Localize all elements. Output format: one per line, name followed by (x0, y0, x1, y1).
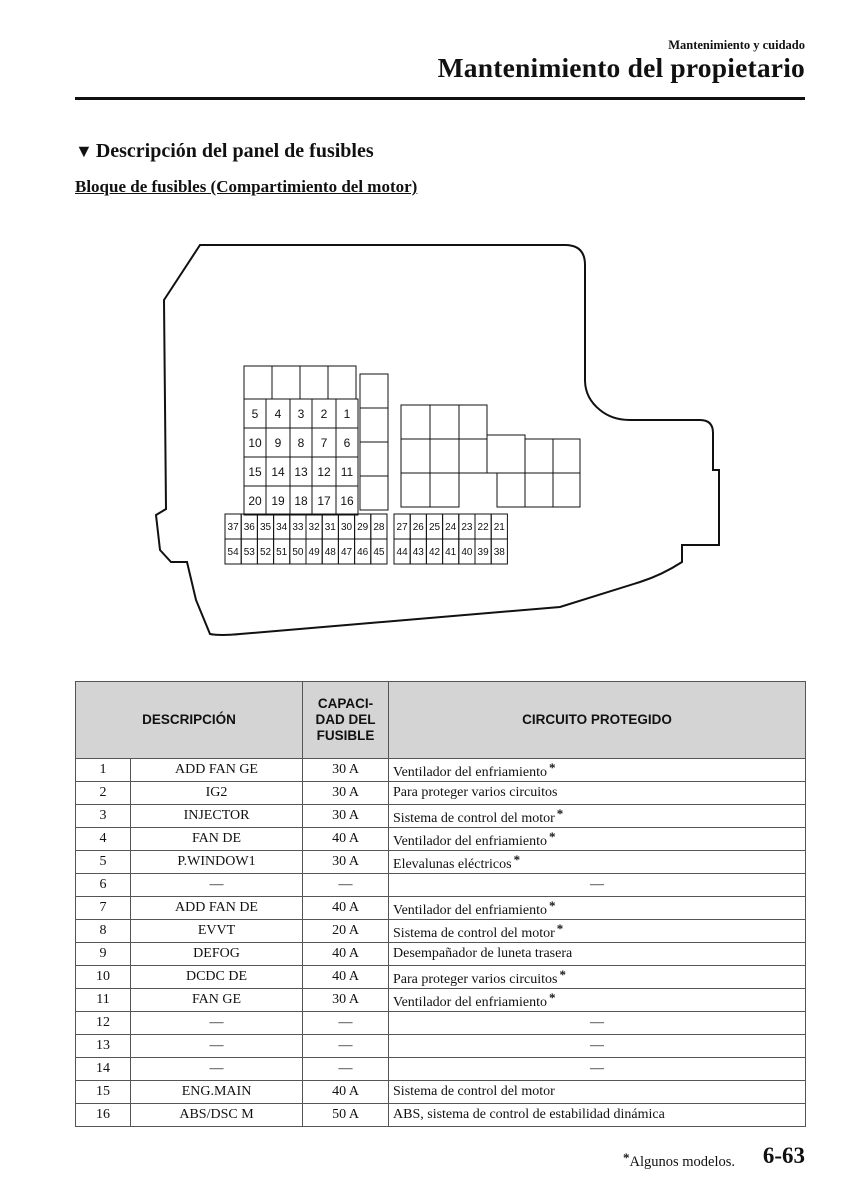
fuse-slot-number: 27 (396, 522, 408, 534)
section-title: Descripción del panel de fusibles (95, 140, 374, 162)
fuse-capacity: 50 A (303, 1104, 389, 1127)
footnote-star: * (513, 851, 521, 867)
fuse-slot-number: 41 (445, 547, 457, 559)
header-circuit: CIRCUITO PROTEGIDO (389, 682, 806, 759)
fuse-slot-number: 30 (340, 522, 353, 534)
circuit-text: Sistema de control del motor (393, 925, 555, 941)
fuse-slot-number: 16 (340, 493, 354, 508)
fuse-block-outline (156, 245, 719, 635)
fuse-slot-number: 15 (248, 464, 262, 479)
table-row (76, 1081, 806, 1104)
fuse-description: ABS/DSC M (131, 1104, 303, 1127)
fuse-slot-number: 9 (274, 435, 282, 450)
fuse-circuit (389, 759, 806, 782)
fuse-description: — (131, 874, 303, 897)
fuse-capacity: 30 A (303, 989, 389, 1012)
page-number: 6-63 (762, 1143, 805, 1168)
circuit-text: Ventilador del enfriamiento (393, 902, 547, 918)
fuse-number: 8 (76, 920, 131, 943)
fuse-description: DCDC DE (131, 966, 303, 989)
fuse-slot-number: 33 (292, 522, 304, 534)
fuse-number: 9 (76, 943, 131, 966)
fuse-number: 13 (76, 1035, 131, 1058)
fuse-circuit (389, 1081, 806, 1104)
table-row (76, 920, 806, 943)
table-row (76, 805, 806, 828)
fuse-circuit (389, 782, 806, 805)
table-row (76, 1104, 806, 1127)
fuse-description: — (131, 1058, 303, 1081)
triangle-marker-icon: ▼ (75, 141, 93, 161)
fuse-circuit (389, 874, 806, 897)
fuse-capacity: 30 A (303, 851, 389, 874)
footnote-text: Algunos modelos. (629, 1154, 735, 1170)
circuit-text: — (590, 1038, 605, 1053)
fuse-circuit (389, 805, 806, 828)
fuse-slot-number: 2 (320, 406, 328, 421)
fuse-slot-number: 21 (493, 522, 505, 534)
fuse-description: — (131, 1012, 303, 1035)
fuse-slot-number: 51 (276, 547, 288, 559)
footnote-star: * (556, 805, 564, 821)
fuse-capacity: 40 A (303, 1081, 389, 1104)
fuse-slot-number: 37 (227, 522, 239, 534)
fuse-description: INJECTOR (131, 805, 303, 828)
fuse-slot-number: 43 (412, 547, 424, 559)
circuit-text: Desempañador de luneta trasera (393, 946, 573, 961)
header-capacity: CAPACI- DAD DEL FUSIBLE (303, 682, 389, 759)
fuse-slot-number: 3 (297, 406, 305, 421)
fuse-slot-number: 12 (317, 464, 331, 479)
circuit-text: Sistema de control del motor (393, 810, 555, 826)
fuse-slot-number: 35 (259, 522, 272, 534)
table-row (76, 966, 806, 989)
fuse-slot-number: 6 (343, 435, 351, 450)
fuse-capacity: — (303, 1035, 389, 1058)
relay-boxes-top (244, 366, 356, 399)
fuse-capacity: 40 A (303, 943, 389, 966)
table-row (76, 1035, 806, 1058)
fuse-slot-number: 31 (324, 522, 336, 534)
fuse-grid-main (244, 399, 358, 515)
fuse-slot-number: 14 (271, 464, 285, 479)
fuse-capacity: 40 A (303, 897, 389, 920)
table-row (76, 874, 806, 897)
table-row (76, 851, 806, 874)
fuse-number: 6 (76, 874, 131, 897)
fuse-description: FAN DE (131, 828, 303, 851)
fuse-slot-number: 29 (357, 522, 369, 534)
fuse-description: DEFOG (131, 943, 303, 966)
footnote-star: * (556, 920, 564, 936)
header-description: DESCRIPCIÓN (76, 682, 303, 759)
fuse-description: EVVT (131, 920, 303, 943)
footnote-star: * (622, 1150, 630, 1165)
fuse-slot-number: 1 (343, 406, 351, 421)
fuse-slot-number: 47 (340, 547, 353, 559)
fuse-slot-number: 7 (320, 435, 328, 450)
fuse-slot-number: 22 (477, 522, 489, 534)
circuit-text: Para proteger varios circuitos (393, 971, 558, 987)
fuse-slot-number: 40 (461, 547, 473, 559)
fuse-slot-number: 20 (248, 493, 262, 508)
fuse-circuit (389, 966, 806, 989)
fuse-number: 11 (76, 989, 131, 1012)
fuse-number: 16 (76, 1104, 131, 1127)
table-header-row (76, 682, 806, 759)
fuse-slot-number: 32 (308, 522, 320, 534)
fuse-capacity: 30 A (303, 759, 389, 782)
fuse-number: 5 (76, 851, 131, 874)
fuse-circuit (389, 989, 806, 1012)
fuse-capacity: — (303, 1058, 389, 1081)
table-row (76, 782, 806, 805)
fuse-circuit (389, 1104, 806, 1127)
table-row (76, 828, 806, 851)
fuse-capacity: — (303, 874, 389, 897)
footnote-star: * (548, 828, 556, 844)
fuse-table (75, 681, 806, 1127)
fuse-slot-number: 28 (373, 522, 385, 534)
fuse-number: 7 (76, 897, 131, 920)
fuse-slot-number: 52 (259, 547, 272, 559)
fuse-capacity: 40 A (303, 966, 389, 989)
fuse-number: 10 (76, 966, 131, 989)
fuse-description: — (131, 1035, 303, 1058)
fuse-slot-number: 11 (340, 464, 354, 479)
fuse-slot-number: 13 (294, 464, 308, 479)
circuit-text: — (590, 1061, 605, 1076)
fuse-slot-number: 46 (357, 547, 369, 559)
table-row (76, 943, 806, 966)
fuse-number: 12 (76, 1012, 131, 1035)
fuse-slot-number: 53 (243, 547, 255, 559)
fuse-slot-number: 18 (294, 493, 308, 508)
fuse-slot-number: 10 (248, 435, 262, 450)
circuit-text: Sistema de control del motor (393, 1084, 555, 1099)
fuse-circuit (389, 897, 806, 920)
fuse-slot-number: 17 (317, 493, 331, 508)
table-row (76, 989, 806, 1012)
fuse-capacity: 30 A (303, 782, 389, 805)
circuit-text: ABS, sistema de control de estabilidad dinámica (393, 1107, 665, 1122)
fuse-capacity: 40 A (303, 828, 389, 851)
fuse-description: ADD FAN GE (131, 759, 303, 782)
fuse-capacity: 20 A (303, 920, 389, 943)
fuse-slot-number: 49 (308, 547, 320, 559)
fuse-description: FAN GE (131, 989, 303, 1012)
fuse-slot-number: 39 (477, 547, 489, 559)
fuse-circuit (389, 1012, 806, 1035)
fuse-number: 14 (76, 1058, 131, 1081)
fuse-slot-number: 44 (396, 547, 408, 559)
fuse-slot-number: 4 (274, 406, 282, 421)
circuit-text: Ventilador del enfriamiento (393, 833, 547, 849)
fuse-slot-number: 42 (428, 547, 441, 559)
footnote-star: * (548, 759, 556, 775)
fuse-slot-number: 19 (271, 493, 285, 508)
fuse-description: ENG.MAIN (131, 1081, 303, 1104)
circuit-text: — (590, 1015, 605, 1030)
fuse-description: IG2 (131, 782, 303, 805)
fuse-slot-number: 54 (227, 547, 239, 559)
fuse-number: 1 (76, 759, 131, 782)
fuse-slot-number: 8 (297, 435, 305, 450)
fuse-number: 3 (76, 805, 131, 828)
fuse-number: 2 (76, 782, 131, 805)
chapter-header: Mantenimiento y cuidado (668, 38, 805, 52)
footnote-star: * (559, 966, 566, 982)
table-row (76, 1058, 806, 1081)
fuse-circuit (389, 1058, 806, 1081)
fuse-slot-number: 50 (292, 547, 304, 559)
relay-column (360, 374, 388, 510)
fuse-circuit (389, 828, 806, 851)
fuse-circuit (389, 920, 806, 943)
circuit-text: Para proteger varios circuitos (393, 785, 558, 800)
fuse-circuit (389, 1035, 806, 1058)
page-title: Mantenimiento del propietario (437, 52, 805, 83)
footnote-star: * (548, 989, 556, 1005)
fuse-slot-number: 24 (445, 522, 457, 534)
fuse-slot-number: 38 (493, 547, 505, 559)
fuse-slot-number: 23 (461, 522, 473, 534)
fuse-grid-bottom-right (394, 514, 507, 564)
fuse-slot-number: 25 (428, 522, 441, 534)
fuse-slot-number: 36 (243, 522, 255, 534)
footnote-star: * (548, 897, 556, 913)
fuse-slot-number: 26 (412, 522, 424, 534)
fuse-description: P.WINDOW1 (131, 851, 303, 874)
table-row (76, 897, 806, 920)
fuse-number: 4 (76, 828, 131, 851)
fuse-description: ADD FAN DE (131, 897, 303, 920)
fuse-slot-number: 34 (276, 522, 288, 534)
fuse-number: 15 (76, 1081, 131, 1104)
table-row (76, 1012, 806, 1035)
fuse-circuit (389, 851, 806, 874)
footnote (621, 1150, 735, 1171)
fuse-slot-number: 48 (324, 547, 336, 559)
table-row (76, 759, 806, 782)
fuse-circuit (389, 943, 806, 966)
subsection-heading: Bloque de fusibles (Compartimiento del motor) (75, 177, 418, 196)
fuse-slot-number: 45 (373, 547, 385, 559)
fuse-capacity: 30 A (303, 805, 389, 828)
circuit-text: Ventilador del enfriamiento (393, 994, 547, 1010)
fuse-capacity: — (303, 1012, 389, 1035)
fuse-grid-bottom-left (225, 514, 387, 564)
circuit-text: Elevalunas eléctricos (393, 856, 512, 872)
circuit-text: — (590, 877, 605, 892)
fuse-slot-number: 5 (251, 406, 259, 421)
relay-cluster-right (401, 405, 580, 507)
circuit-text: Ventilador del enfriamiento (393, 764, 547, 780)
